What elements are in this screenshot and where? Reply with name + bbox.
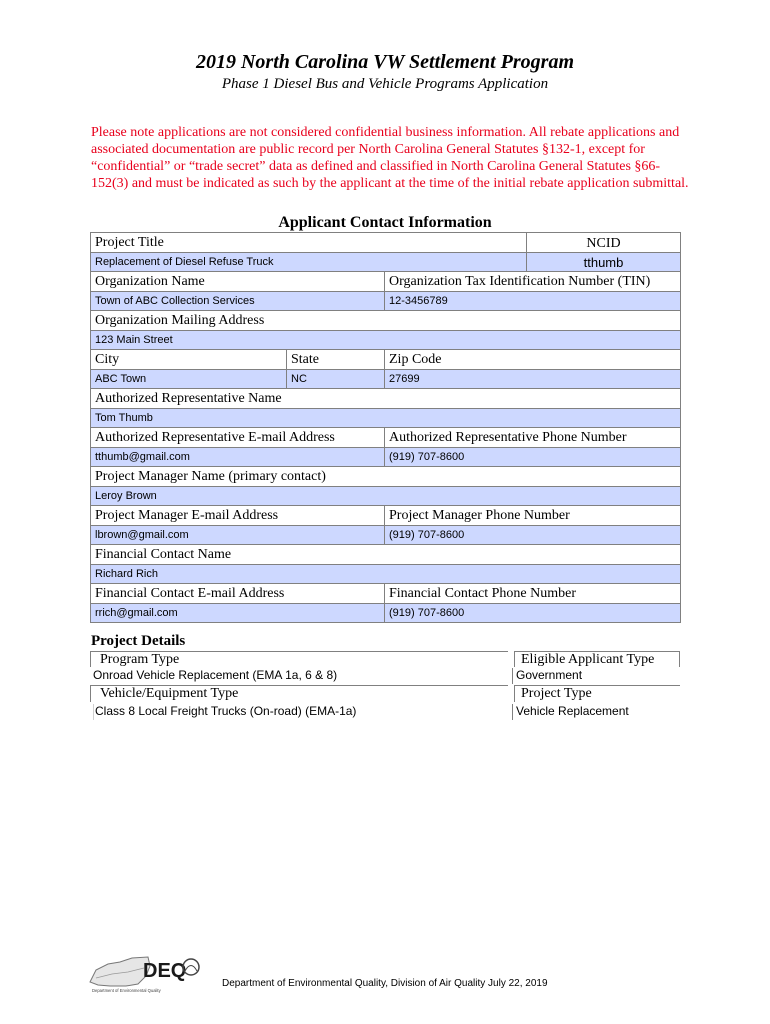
pm-phone-label: Project Manager Phone Number xyxy=(385,506,681,526)
fin-phone-label: Financial Contact Phone Number xyxy=(385,584,681,604)
fin-name-label: Financial Contact Name xyxy=(91,545,681,565)
address-label: Organization Mailing Address xyxy=(91,311,681,331)
pm-name-label: Project Manager Name (primary contact) xyxy=(91,467,681,487)
document-title: 2019 North Carolina VW Settlement Program xyxy=(195,51,575,73)
org-name-field[interactable]: Town of ABC Collection Services xyxy=(91,292,385,311)
state-label: State xyxy=(287,350,385,370)
auth-rep-field[interactable]: Tom Thumb xyxy=(91,409,681,428)
deq-logo-caption: Department of Environmental Quality xyxy=(92,988,161,993)
document-subtitle: Phase 1 Diesel Bus and Vehicle Programs Application xyxy=(221,76,549,92)
auth-phone-label: Authorized Representative Phone Number xyxy=(385,428,681,448)
auth-phone-field[interactable]: (919) 707-8600 xyxy=(385,448,681,467)
eligible-applicant-label: Eligible Applicant Type xyxy=(514,651,680,667)
vehicle-type-label: Vehicle/Equipment Type xyxy=(90,685,508,702)
auth-email-label: Authorized Representative E-mail Address xyxy=(91,428,385,448)
pm-name-field[interactable]: Leroy Brown xyxy=(91,487,681,506)
tin-field[interactable]: 12-3456789 xyxy=(385,292,681,311)
vehicle-type-field[interactable]: Class 8 Local Freight Trucks (On-road) (EMA-1a) xyxy=(93,704,513,720)
confidentiality-notice: Please note applications are not considered confidential business information. All rebate applications and associated documentation are public record per North Carolina General Statutes §132-1, except for “confidential” or “trade secret” data as defined and classified in North Carolina General Statutes §66-152(3) and must be indicated as such by the applicant at the time of the initial rebate application submittal. xyxy=(91,125,689,191)
contact-form-table xyxy=(90,232,681,623)
state-field[interactable]: NC xyxy=(287,370,385,389)
pm-phone-field[interactable]: (919) 707-8600 xyxy=(385,526,681,545)
city-field[interactable]: ABC Town xyxy=(91,370,287,389)
zip-label: Zip Code xyxy=(385,350,681,370)
project-title-field[interactable]: Replacement of Diesel Refuse Truck xyxy=(91,253,527,272)
project-type-label: Project Type xyxy=(514,685,680,702)
fin-email-field[interactable]: rrich@gmail.com xyxy=(91,604,385,623)
contact-section-heading: Applicant Contact Information xyxy=(278,214,492,231)
project-type-field[interactable]: Vehicle Replacement xyxy=(512,704,682,720)
eligible-applicant-field[interactable]: Government xyxy=(512,668,682,684)
project-details-block xyxy=(90,651,680,721)
org-name-label: Organization Name xyxy=(91,272,385,292)
deq-logo xyxy=(88,950,203,995)
footer-text: Department of Environmental Quality, Division of Air Quality July 22, 2019 xyxy=(222,978,548,989)
tin-label: Organization Tax Identification Number (TIN) xyxy=(385,272,681,292)
address-field[interactable]: 123 Main Street xyxy=(91,331,681,350)
pm-email-field[interactable]: lbrown@gmail.com xyxy=(91,526,385,545)
zip-field[interactable]: 27699 xyxy=(385,370,681,389)
ncid-field[interactable]: tthumb xyxy=(527,253,681,272)
pm-email-label: Project Manager E-mail Address xyxy=(91,506,385,526)
project-details-heading: Project Details xyxy=(91,633,186,649)
program-type-label: Program Type xyxy=(90,651,508,667)
fin-email-label: Financial Contact E-mail Address xyxy=(91,584,385,604)
program-type-field[interactable]: Onroad Vehicle Replacement (EMA 1a, 6 & 8) xyxy=(93,668,338,682)
deq-logo-text: DEQ xyxy=(143,960,187,982)
fin-name-field[interactable]: Richard Rich xyxy=(91,565,681,584)
auth-email-field[interactable]: tthumb@gmail.com xyxy=(91,448,385,467)
city-label: City xyxy=(91,350,287,370)
fin-phone-field[interactable]: (919) 707-8600 xyxy=(385,604,681,623)
auth-rep-label: Authorized Representative Name xyxy=(91,389,681,409)
ncid-label: NCID xyxy=(527,233,681,253)
project-title-label: Project Title xyxy=(91,233,527,253)
